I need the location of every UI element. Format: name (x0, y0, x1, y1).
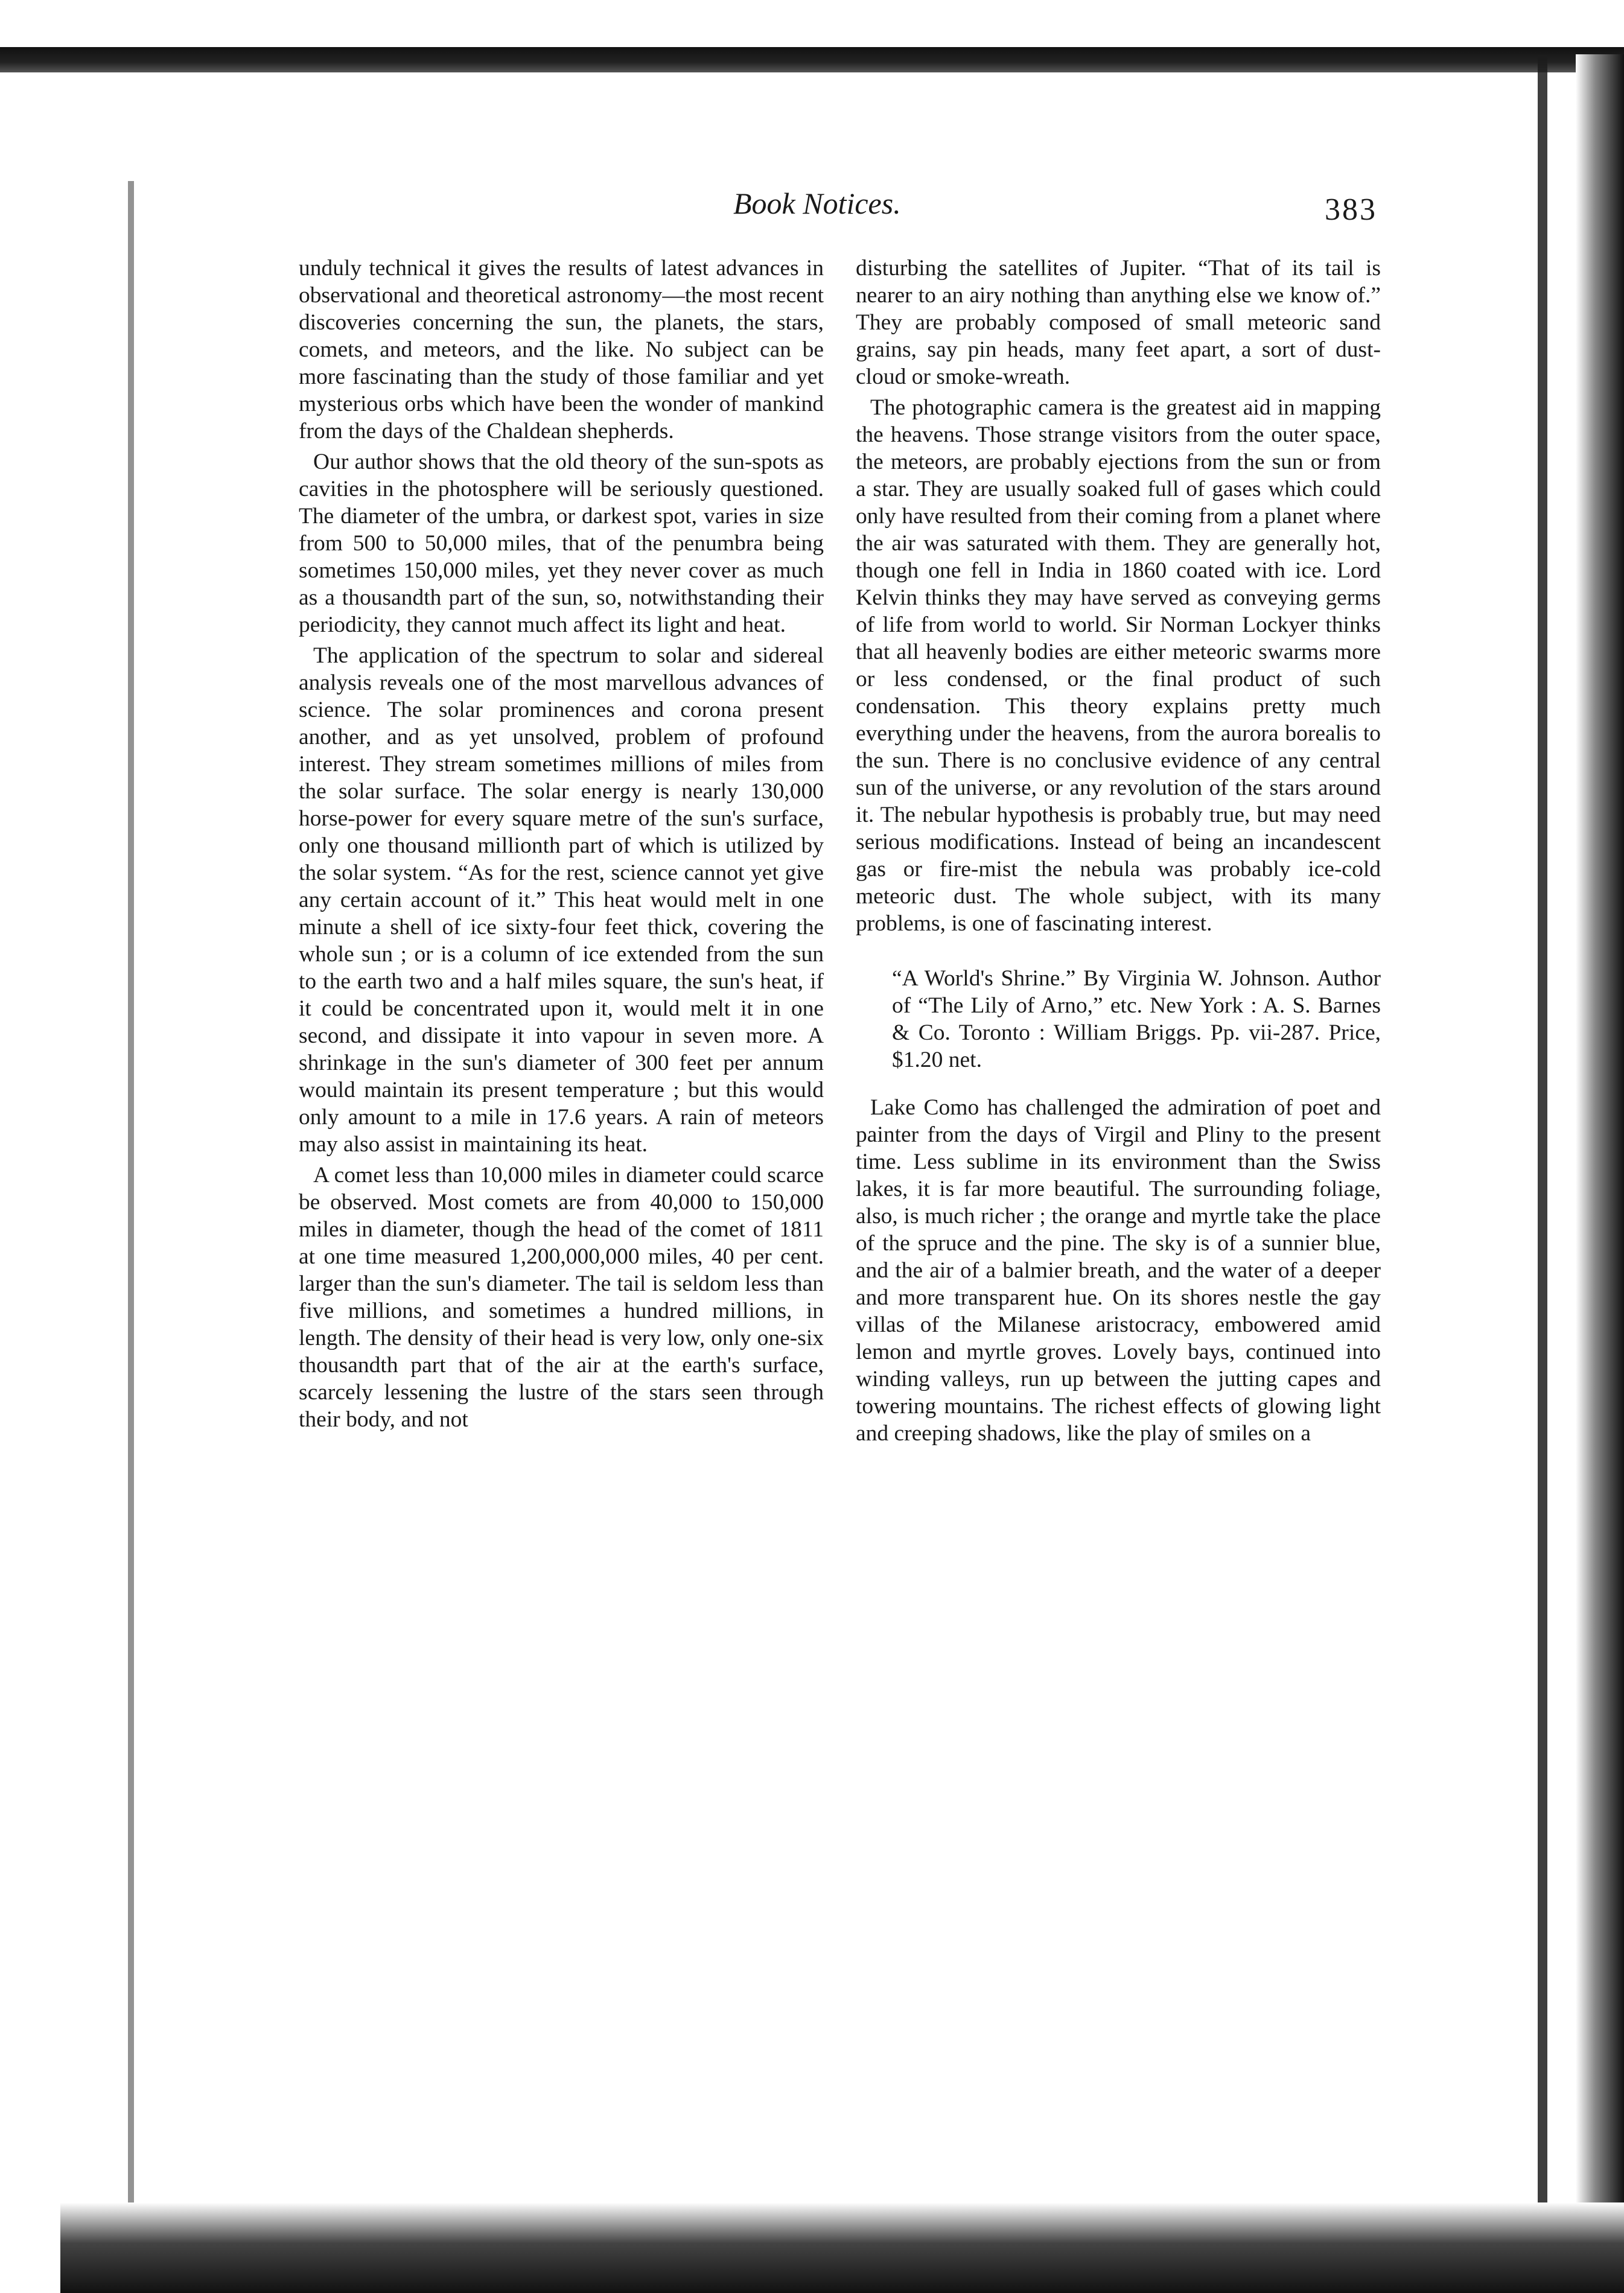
paragraph: Our author shows that the old theory of the sun-spots as cavities in the photosphere will be seriously questioned. The diameter of the umbra, or darkest spot, varies in size from 500 to 50,000 miles, that of the penumbra being sometimes 150,000 miles, yet they never cover as much as a thousandth part of the sun, so, notwithstanding their periodicity, they cannot much affect its light and heat. (299, 450, 824, 637)
scan-border-right-line (1538, 54, 1547, 2293)
paragraph: The application of the spectrum to solar and sidereal analysis reveals one of the most marvellous advances of science. The solar prominences and corona present another, and as yet unsolved, problem of profound interest. They stream sometimes millions of miles from the solar surface. The solar energy is nearly 130,000 horse-power for every square metre of the sun's surface, only one thousand millionth part of which is utilized by the solar system. “As for the rest, science cannot yet give any certain account of it.” This heat would melt in one minute a shell of ice sixty-four feet thick, covering the whole sun ; or is a column of ice extended from the sun to the earth two and a half miles square, the sun's heat, if it could be concentrated upon it, would melt it in one second, and dissipate it into vapour in seven more. A shrinkage in the sun's diameter of 300 feet per annum would maintain its present temperature ; but this would only amount to a mile in 17.6 years. A rain of meteors may also assist in maintaining its heat. (299, 643, 824, 1157)
paragraph: disturbing the satellites of Jupiter. “That of its tail is nearer to an airy nothing than anything else we know of.” They are probably composed of small meteoric sand grains, say pin heads, many feet apart, a sort of dust-cloud or smoke-wreath. (856, 256, 1381, 389)
scan-border-bottom (60, 2202, 1624, 2293)
right-column (856, 255, 1381, 1447)
scan-border-left (128, 181, 134, 2202)
paragraph: unduly technical it gives the results of latest advances in observational and theoretical astronomy—the most recent discoveries concerning the sun, the planets, the stars, comets, and meteors, and the like. No subject can be more fascinating than the study of those familiar and yet mysterious orbs which have been the wonder of mankind from the days of the Chaldean shepherds. (299, 256, 824, 444)
page-number: 383 (1325, 192, 1377, 227)
scan-border-top (0, 47, 1624, 72)
scan-border-right (1576, 54, 1624, 2293)
paragraph: Lake Como has challenged the admiration of poet and painter from the days of Virgil and Pliny to the present time. Less sublime in its environment than the Swiss lakes, it is far more beautiful. The surrounding foliage, also, is much richer ; the orange and myrtle take the place of the spruce and the pine. The sky is of a sunnier blue, and the air of a balmier breath, and the water of a deeper and more transparent hue. On its shores nestle the gay villas of the Milanese aristocracy, embowered amid lemon and myrtle groves. Lovely bays, continued into winding valleys, run up between the jutting capes and towering mountains. The richest effects of glowing light and creeping shadows, like the play of smiles on a (856, 1095, 1381, 1446)
left-column (299, 255, 824, 1433)
paragraph: A comet less than 10,000 miles in diameter could scarce be observed. Most comets are from 40,000 to 150,000 miles in diameter, though the head of the comet of 1811 at one time measured 1,200,000,000 miles, 40 per cent. larger than the sun's diameter. The tail is seldom less than five millions, and sometimes a hundred millions, in length. The density of their head is very low, only one-six thousandth part that of the air at the earth's surface, scarcely lessening the lustre of the stars seen through their body, and not (299, 1163, 824, 1432)
paragraph: The photographic camera is the greatest aid in mapping the heavens. Those strange visitors from the outer space, the meteors, are probably ejections from the sun or from a star. They are usually soaked full of gases which could only have resulted from their coming from a planet where the air was saturated with them. They are generally hot, though one fell in India in 1860 coated with ice. Lord Kelvin thinks they may have served as conveying germs of life from world to world. Sir Norman Lockyer thinks that all heavenly bodies are either meteoric swarms more or less condensed, or the final product of such condensation. This theory explains pretty much everything under the heavens, from the aurora borealis to the sun. There is no conclusive evidence of any central sun of the universe, or any revolution of the stars around it. The nebular hypothesis is probably true, but may need serious modifications. Instead of being an incandescent gas or fire-mist the nebula was probably ice-cold meteoric dust. The whole subject, with its many problems, is one of fascinating interest. (856, 395, 1381, 936)
book-entry: “A World's Shrine.” By Virginia W. Johnson. Author of “The Lily of Arno,” etc. New York : A. S. Barnes & Co. Toronto : William Briggs. Pp. vii-287. Price, $1.20 net. (892, 966, 1381, 1072)
running-title: Book Notices. (733, 186, 901, 220)
